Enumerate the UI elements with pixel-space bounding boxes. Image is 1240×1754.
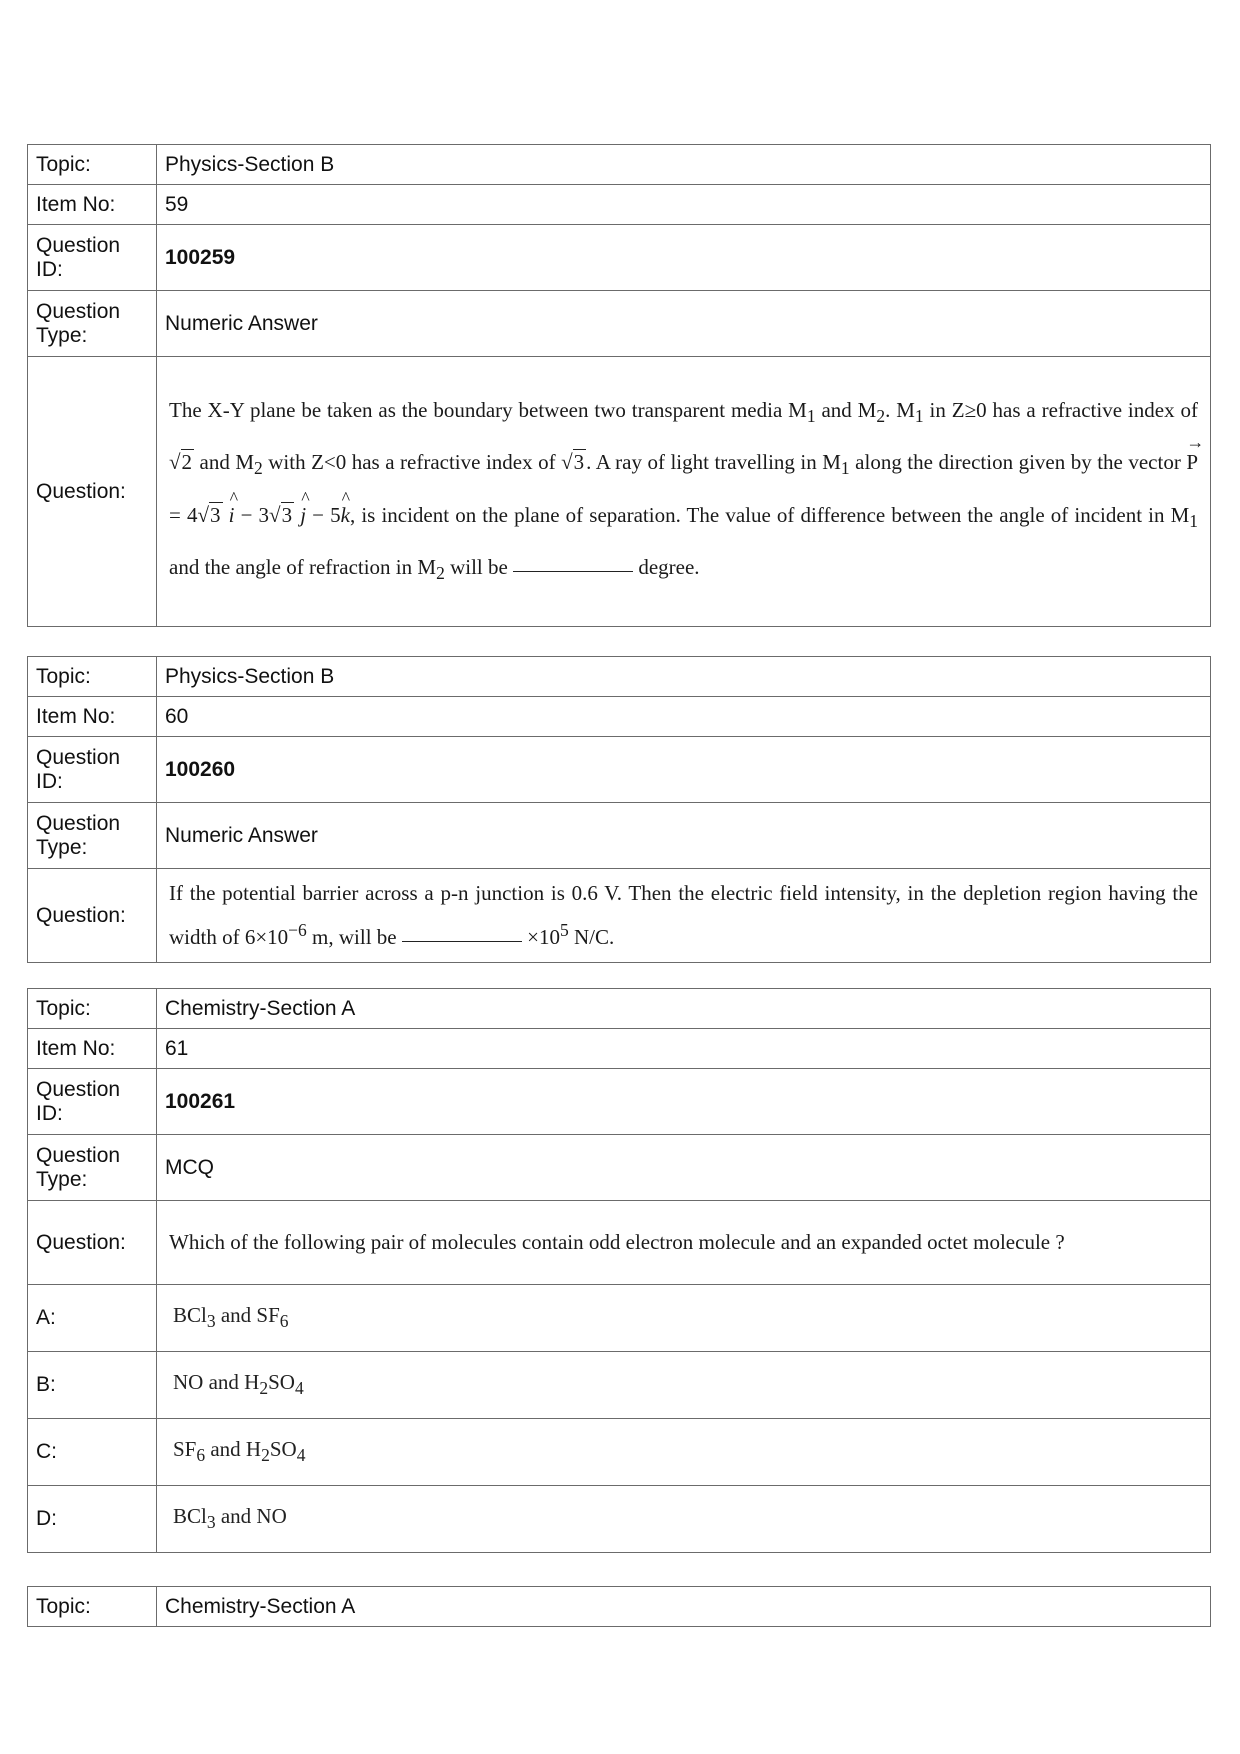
question-id-value: 100259 [157, 225, 1211, 291]
item-no-label: Item No: [28, 1029, 157, 1069]
question-id-label: Question ID: [28, 737, 157, 803]
topic-value: Physics-Section B [157, 145, 1211, 185]
option-d[interactable]: BCl$_3$ and NO [157, 1486, 1211, 1553]
question-type-value: Numeric Answer [157, 803, 1211, 869]
item-no-value: 60 [157, 697, 1211, 737]
question-text: Which of the following pair of molecules contain odd electron molecule and an expanded octet molecule ? [157, 1201, 1211, 1285]
option-d-label: D: [28, 1486, 157, 1553]
topic-value: Chemistry-Section A [157, 1587, 1211, 1627]
option-c[interactable]: $SF_6$ and $H_2SO_4$ [157, 1419, 1211, 1486]
question-table-60 [27, 656, 1211, 963]
answer-blank [513, 571, 633, 572]
question-id-label: Question ID: [28, 225, 157, 291]
question-id-label: Question ID: [28, 1069, 157, 1135]
question-label: Question: [28, 1201, 157, 1285]
option-b-label: B: [28, 1352, 157, 1419]
topic-value: Chemistry-Section A [157, 989, 1211, 1029]
topic-value: Physics-Section B [157, 657, 1211, 697]
question-type-value: Numeric Answer [157, 291, 1211, 357]
answer-blank [402, 941, 522, 942]
question-text: The X-Y plane be taken as the boundary between two transparent media $M_1$ and $M_2$. $M_1$ in Z≥0 has a refractive index of √2 and $M_2$ with Z<0 has a refractive index of √3. A ray of light travelling in $M_1$ along the direction given by the vector → P = 4√3 ^ i − 3√3 ^ j − 5^ k, is incident on the plane of separation. The value of difference between the angle of incident in $M_1$ and the angle of refraction in $M_2$ will be degree. [157, 357, 1211, 627]
option-a[interactable]: BCl$_3$ and $SF_6$ [157, 1285, 1211, 1352]
item-no-value: 59 [157, 185, 1211, 225]
question-type-label: Question Type: [28, 1135, 157, 1201]
question-table-61 [27, 988, 1211, 1553]
topic-label: Topic: [28, 989, 157, 1029]
question-label: Question: [28, 357, 157, 627]
option-b[interactable]: NO and $H_2SO_4$ [157, 1352, 1211, 1419]
option-a-label: A: [28, 1285, 157, 1352]
question-type-label: Question Type: [28, 803, 157, 869]
question-id-value: 100261 [157, 1069, 1211, 1135]
topic-label: Topic: [28, 1587, 157, 1627]
question-type-label: Question Type: [28, 291, 157, 357]
topic-label: Topic: [28, 145, 157, 185]
item-no-label: Item No: [28, 185, 157, 225]
item-no-value: 61 [157, 1029, 1211, 1069]
question-table-62 [27, 1586, 1211, 1627]
topic-label: Topic: [28, 657, 157, 697]
question-table-59 [27, 144, 1211, 627]
question-id-value: 100260 [157, 737, 1211, 803]
option-c-label: C: [28, 1419, 157, 1486]
question-label: Question: [28, 869, 157, 963]
question-text: If the potential barrier across a p-n junction is 0.6 V. Then the electric field intensity, in the depletion region having the width of $6\times 10^{-6}$ m, will be $\times 10^5$ N/C. [157, 869, 1211, 963]
item-no-label: Item No: [28, 697, 157, 737]
question-type-value: MCQ [157, 1135, 1211, 1201]
